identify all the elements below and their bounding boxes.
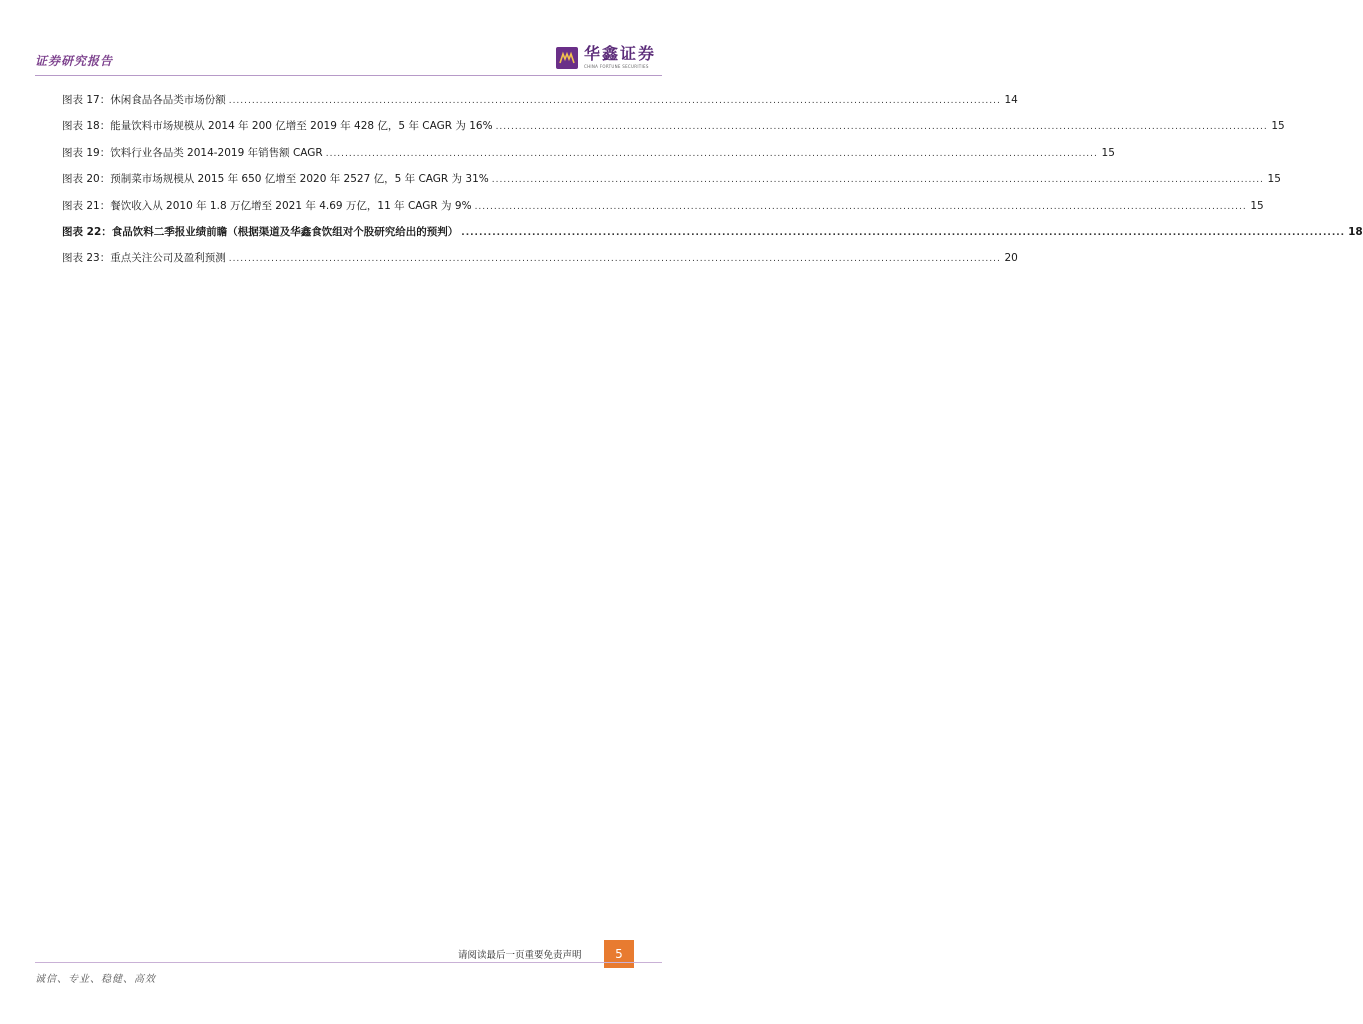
brand-mark-icon <box>556 47 578 69</box>
header-divider <box>35 75 662 76</box>
toc-dot-leader: ........................................................................................................................................................................................................ <box>228 96 1001 106</box>
toc-entry[interactable] <box>62 92 1018 118</box>
toc-dot-leader: ........................................................................................................................................................................................................ <box>495 122 1268 133</box>
toc-dot-leader: ........................................................................................................................................................................................................ <box>228 254 1001 265</box>
company-slogan: 诚信、专业、稳健、高效 <box>35 974 156 985</box>
toc-dot-leader: ........................................................................................................................................................................................................ <box>474 201 1247 212</box>
toc-entry-page: 20 <box>1004 252 1018 265</box>
figure-table-of-contents <box>62 92 1363 277</box>
toc-dot-leader: ........................................................................................................................................................................................................ <box>461 227 1346 238</box>
toc-dot-leader: ........................................................................................................................................................................................................ <box>325 148 1098 159</box>
toc-entry[interactable] <box>62 118 1285 144</box>
toc-entry-label: 图表 18：能量饮料市场规模从 2014 年 200 亿增至 2019 年 428 亿，5 年 CAGR 为 16% <box>62 120 493 133</box>
toc-entry-label: 图表 21：餐饮收入从 2010 年 1.8 万亿增至 2021 年 4.69 万亿，11 年 CAGR 为 9% <box>62 199 472 212</box>
toc-entry[interactable] <box>62 198 1264 224</box>
toc-entry[interactable] <box>62 171 1281 197</box>
toc-entry-label: 图表 22：食品饮料二季报业绩前瞻（根据渠道及华鑫食饮组对个股研究给出的预判） <box>62 225 459 238</box>
footer-divider <box>35 962 662 963</box>
disclaimer-note: 请阅读最后一页重要免责声明 <box>458 950 582 961</box>
brand-logo <box>556 45 656 70</box>
brand-name: 华鑫证券 <box>583 44 656 63</box>
toc-entry-label: 图表 19：饮料行业各品类 2014-2019 年销售额 CAGR <box>62 146 323 159</box>
brand-subtitle: CHINA FORTUNE SECURITIES <box>583 64 649 69</box>
page-number-badge: 5 <box>604 940 634 968</box>
toc-entry-label: 图表 23：重点关注公司及盈利预测 <box>62 252 226 265</box>
toc-entry-page: 18 <box>1348 225 1363 238</box>
toc-entry-page: 15 <box>1250 199 1264 212</box>
toc-entry-page: 15 <box>1271 120 1285 133</box>
toc-entry-page: 15 <box>1101 146 1115 159</box>
toc-entry[interactable] <box>62 224 1363 250</box>
toc-entry-page: 14 <box>1004 94 1018 106</box>
toc-entry-label: 图表 17：休闲食品各品类市场份额 <box>62 94 226 106</box>
report-type-title: 证券研究报告 <box>35 54 114 68</box>
toc-entry[interactable] <box>62 250 1018 276</box>
toc-dot-leader: ........................................................................................................................................................................................................ <box>491 175 1264 186</box>
toc-entry-label: 图表 20：预制菜市场规模从 2015 年 650 亿增至 2020 年 2527 亿，5 年 CAGR 为 31% <box>62 173 489 186</box>
toc-entry-page: 15 <box>1267 173 1281 186</box>
toc-entry[interactable] <box>62 145 1115 171</box>
